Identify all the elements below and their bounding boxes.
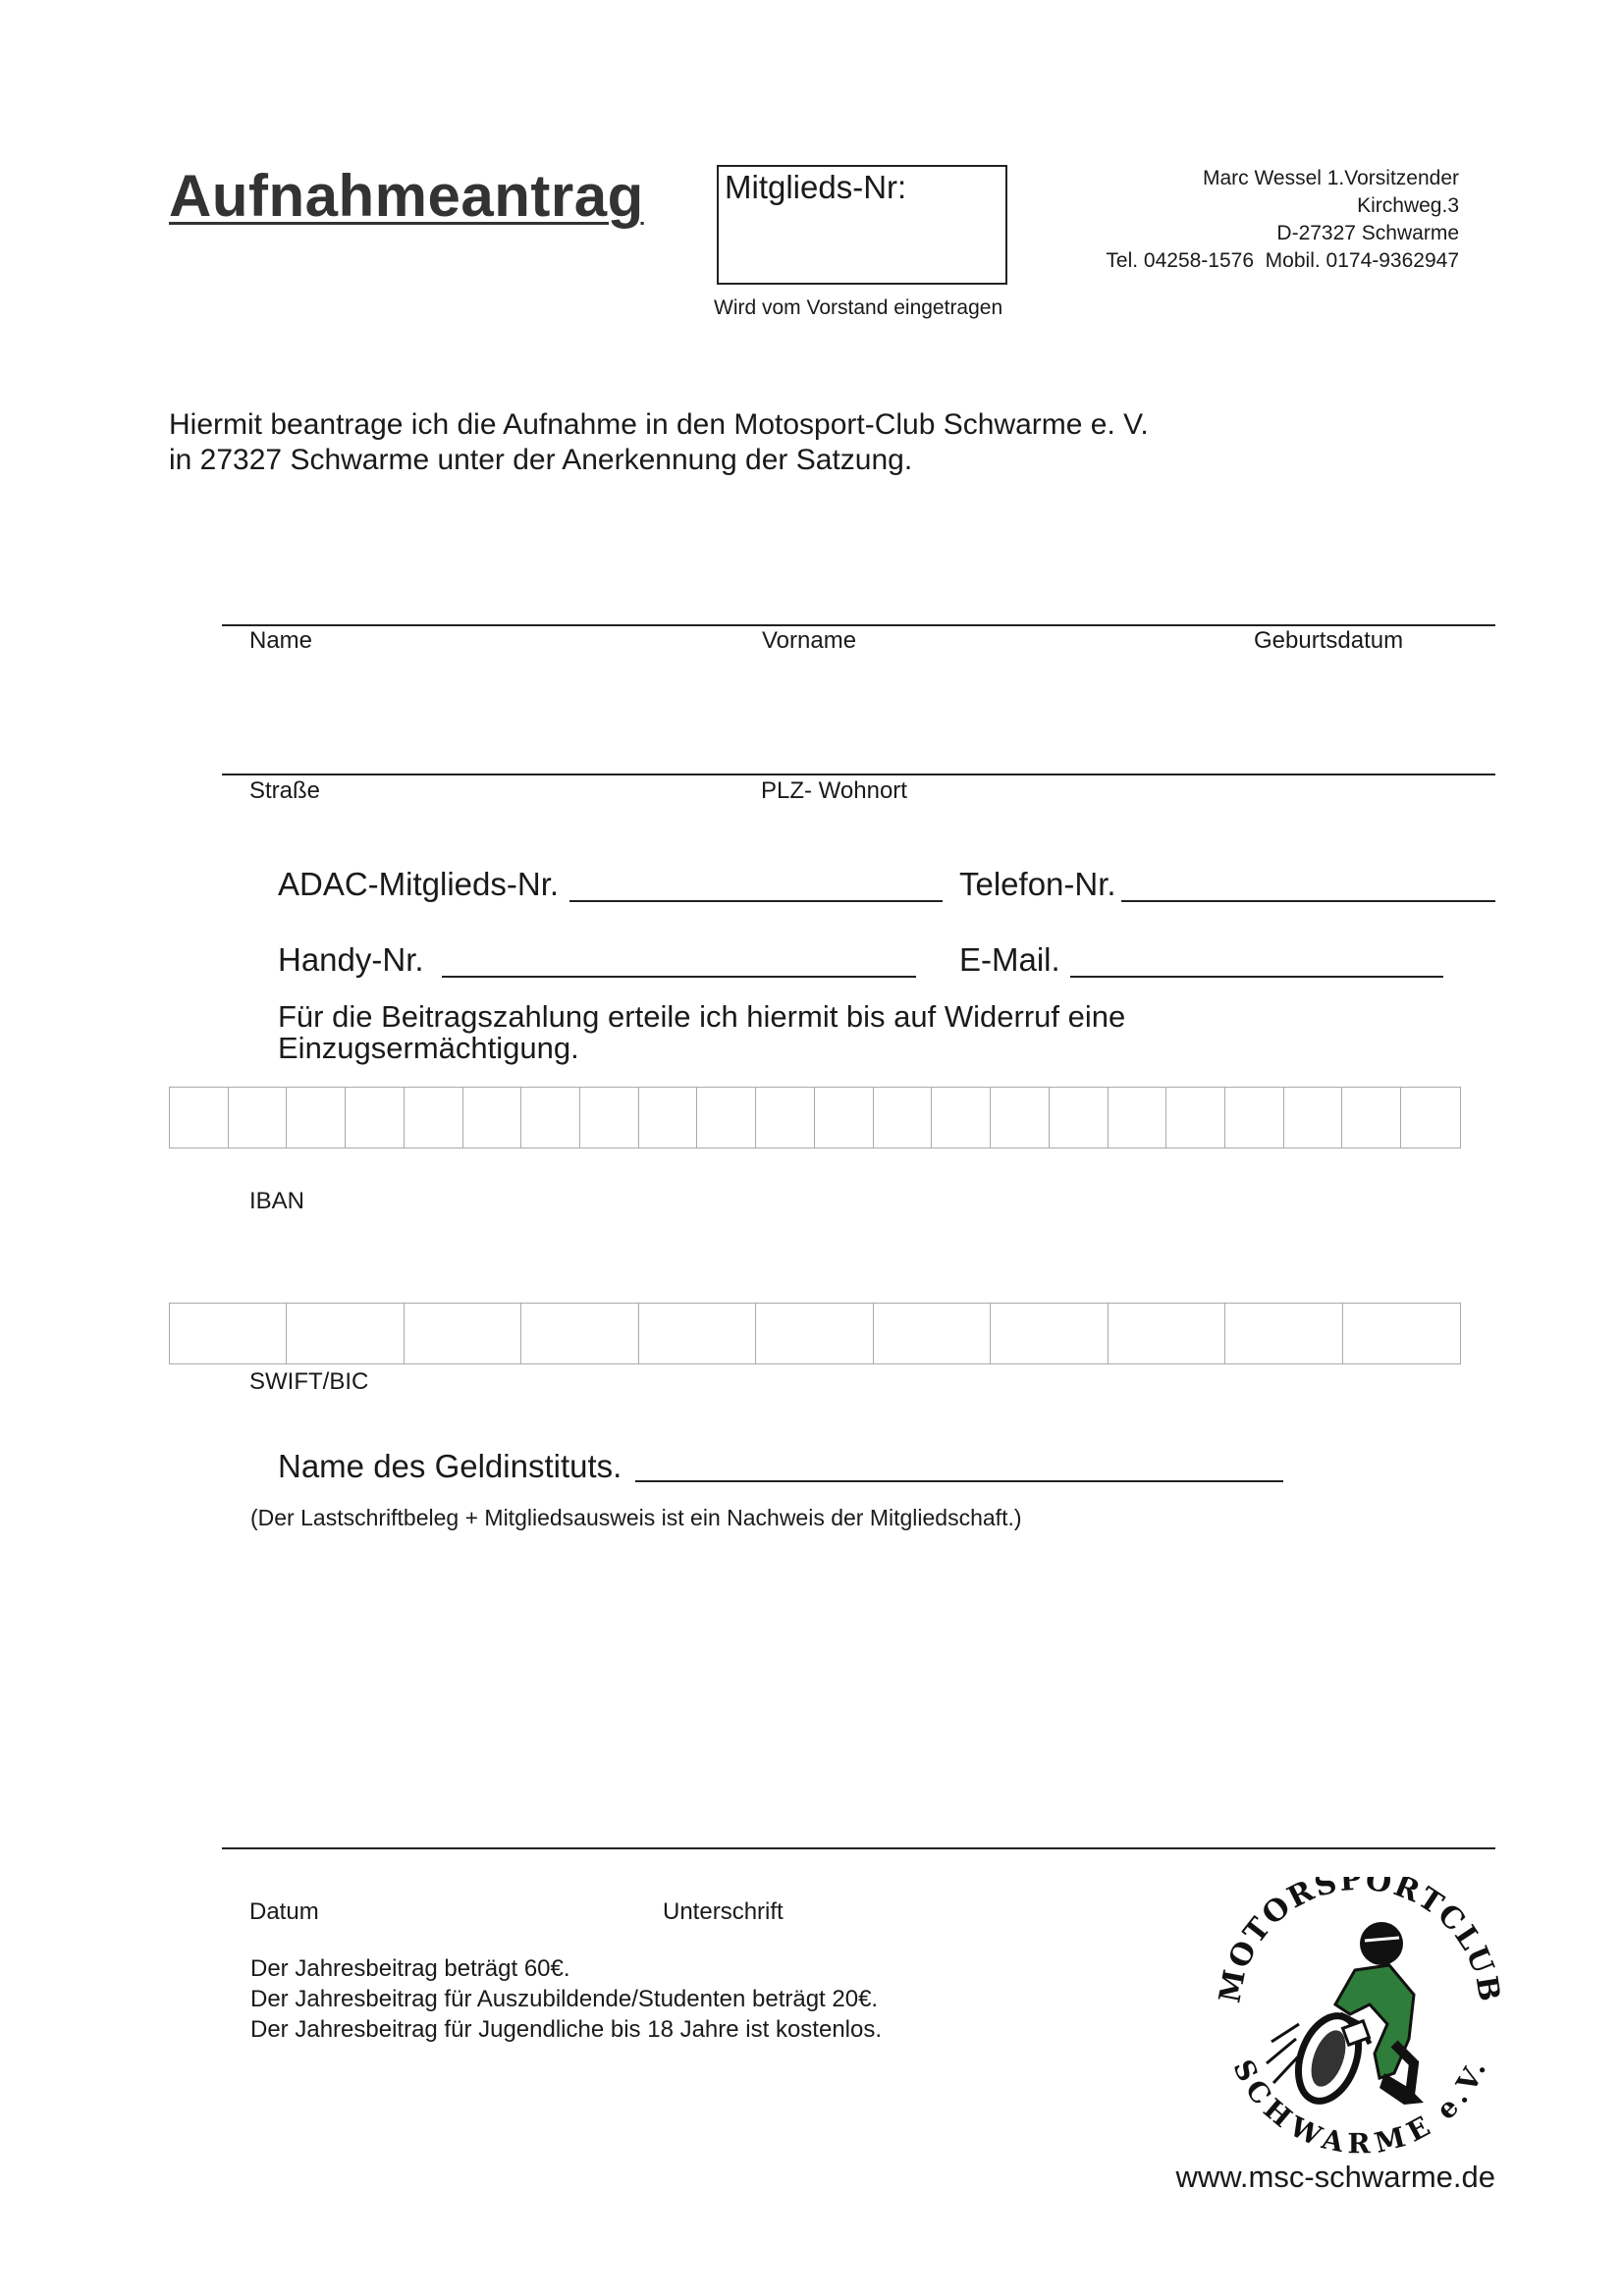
address-line: D-27327 Schwarme <box>1276 222 1459 244</box>
fee-line: Der Jahresbeitrag für Jugendliche bis 18 Jahre ist kostenlos. <box>250 2016 883 2043</box>
payment-statement-line: Für die Beitragszahlung erteile ich hiermit bis auf Widerruf eine <box>278 999 1126 1034</box>
bic-digit-box[interactable] <box>639 1304 756 1363</box>
motorcycle-rider-icon <box>1267 1922 1424 2109</box>
geburtsdatum-label: Geburtsdatum <box>1254 627 1404 654</box>
fee-line: Der Jahresbeitrag für Auszubildende/Studenten beträgt 20€. <box>250 1986 879 2012</box>
logo-top-text: MOTORSPORTCLUB <box>1213 1877 1507 2006</box>
address-line: Marc Wessel 1.Vorsitzender <box>1202 167 1459 189</box>
iban-label: IBAN <box>249 1188 305 1214</box>
plz-wohnort-label: PLZ- Wohnort <box>761 777 907 804</box>
address-row-line[interactable] <box>222 774 1495 775</box>
fees-info <box>250 1953 882 2045</box>
bic-digit-box[interactable] <box>991 1304 1108 1363</box>
bic-digit-box[interactable] <box>287 1304 404 1363</box>
adac-field[interactable] <box>569 900 943 902</box>
bank-name-field[interactable] <box>635 1480 1283 1482</box>
svg-text:SCHWARME e.V. <box>1226 2055 1492 2160</box>
club-logo-svg <box>1213 1877 1507 2162</box>
iban-digit-box[interactable] <box>1284 1088 1343 1148</box>
fee-line: Der Jahresbeitrag beträgt 60€. <box>250 1955 570 1982</box>
iban-digit-box[interactable] <box>405 1088 463 1148</box>
iban-digit-box[interactable] <box>697 1088 756 1148</box>
adac-label: ADAC-Mitglieds-Nr. <box>278 866 560 902</box>
website-link[interactable]: www.msc-schwarme.de <box>1175 2160 1495 2194</box>
member-number-box[interactable] <box>717 165 1007 285</box>
rider-helmet <box>1360 1922 1403 1965</box>
logo-bottom-text: SCHWARME e.V. <box>1226 2055 1493 2161</box>
form-title: Aufnahmeantrag <box>169 163 644 229</box>
membership-note: (Der Lastschriftbeleg + Mitgliedsausweis ist ein Nachweis der Mitgliedschaft.) <box>250 1505 1022 1530</box>
bic-grid[interactable] <box>169 1303 1461 1364</box>
iban-digit-box[interactable] <box>463 1088 522 1148</box>
member-number-label: Mitglieds-Nr: <box>725 169 907 205</box>
unterschrift-label: Unterschrift <box>663 1898 784 1925</box>
bic-label: SWIFT/BIC <box>249 1368 369 1395</box>
bic-digit-box[interactable] <box>1109 1304 1225 1363</box>
iban-digit-box[interactable] <box>1342 1088 1401 1148</box>
bic-digit-box[interactable] <box>1343 1304 1460 1363</box>
handy-label: Handy-Nr. <box>278 941 424 978</box>
iban-digit-box[interactable] <box>815 1088 874 1148</box>
bic-digit-box[interactable] <box>521 1304 638 1363</box>
telefon-label: Telefon-Nr. <box>959 866 1116 902</box>
telefon-field[interactable] <box>1121 900 1495 902</box>
iban-digit-box[interactable] <box>229 1088 288 1148</box>
iban-digit-box[interactable] <box>1401 1088 1460 1148</box>
name-label: Name <box>249 627 313 654</box>
bic-digit-box[interactable] <box>756 1304 873 1363</box>
iban-digit-box[interactable] <box>170 1088 229 1148</box>
bic-digit-box[interactable] <box>170 1304 287 1363</box>
bank-name-label: Name des Geldinstituts. <box>278 1448 622 1484</box>
bic-digit-box[interactable] <box>405 1304 521 1363</box>
intro-line: Hiermit beantrage ich die Aufnahme in den Motosport-Club Schwarme e. V. <box>169 408 1149 441</box>
address-line: Tel. 04258-1576 Mobil. 0174-9362947 <box>1106 249 1459 272</box>
handy-field[interactable] <box>442 976 916 978</box>
payment-statement <box>278 1001 1125 1064</box>
strasse-label: Straße <box>249 777 321 804</box>
iban-digit-box[interactable] <box>1109 1088 1167 1148</box>
iban-digit-box[interactable] <box>287 1088 346 1148</box>
iban-digit-box[interactable] <box>580 1088 639 1148</box>
iban-digit-box[interactable] <box>346 1088 405 1148</box>
bic-digit-box[interactable] <box>874 1304 991 1363</box>
club-address <box>1106 165 1459 275</box>
iban-digit-box[interactable] <box>874 1088 933 1148</box>
iban-digit-box[interactable] <box>1166 1088 1225 1148</box>
iban-digit-box[interactable] <box>1050 1088 1109 1148</box>
intro-text <box>169 407 1149 478</box>
iban-digit-box[interactable] <box>639 1088 698 1148</box>
bic-digit-box[interactable] <box>1225 1304 1342 1363</box>
club-logo <box>1213 1877 1507 2162</box>
datum-label: Datum <box>249 1898 319 1925</box>
iban-digit-box[interactable] <box>932 1088 991 1148</box>
iban-digit-box[interactable] <box>756 1088 815 1148</box>
intro-line: in 27327 Schwarme unter der Anerkennung der Satzung. <box>169 444 913 476</box>
address-line: Kirchweg.3 <box>1357 194 1459 217</box>
name-row-line[interactable] <box>222 624 1495 626</box>
iban-digit-box[interactable] <box>991 1088 1050 1148</box>
payment-statement-line: Einzugsermächtigung. <box>278 1031 579 1065</box>
email-label: E-Mail. <box>959 941 1060 978</box>
signature-line[interactable] <box>222 1847 1495 1849</box>
iban-digit-box[interactable] <box>521 1088 580 1148</box>
iban-grid[interactable] <box>169 1087 1461 1148</box>
vorname-label: Vorname <box>762 627 857 654</box>
email-field[interactable] <box>1070 976 1443 978</box>
iban-digit-box[interactable] <box>1225 1088 1284 1148</box>
member-number-note: Wird vom Vorstand eingetragen <box>714 296 1003 319</box>
